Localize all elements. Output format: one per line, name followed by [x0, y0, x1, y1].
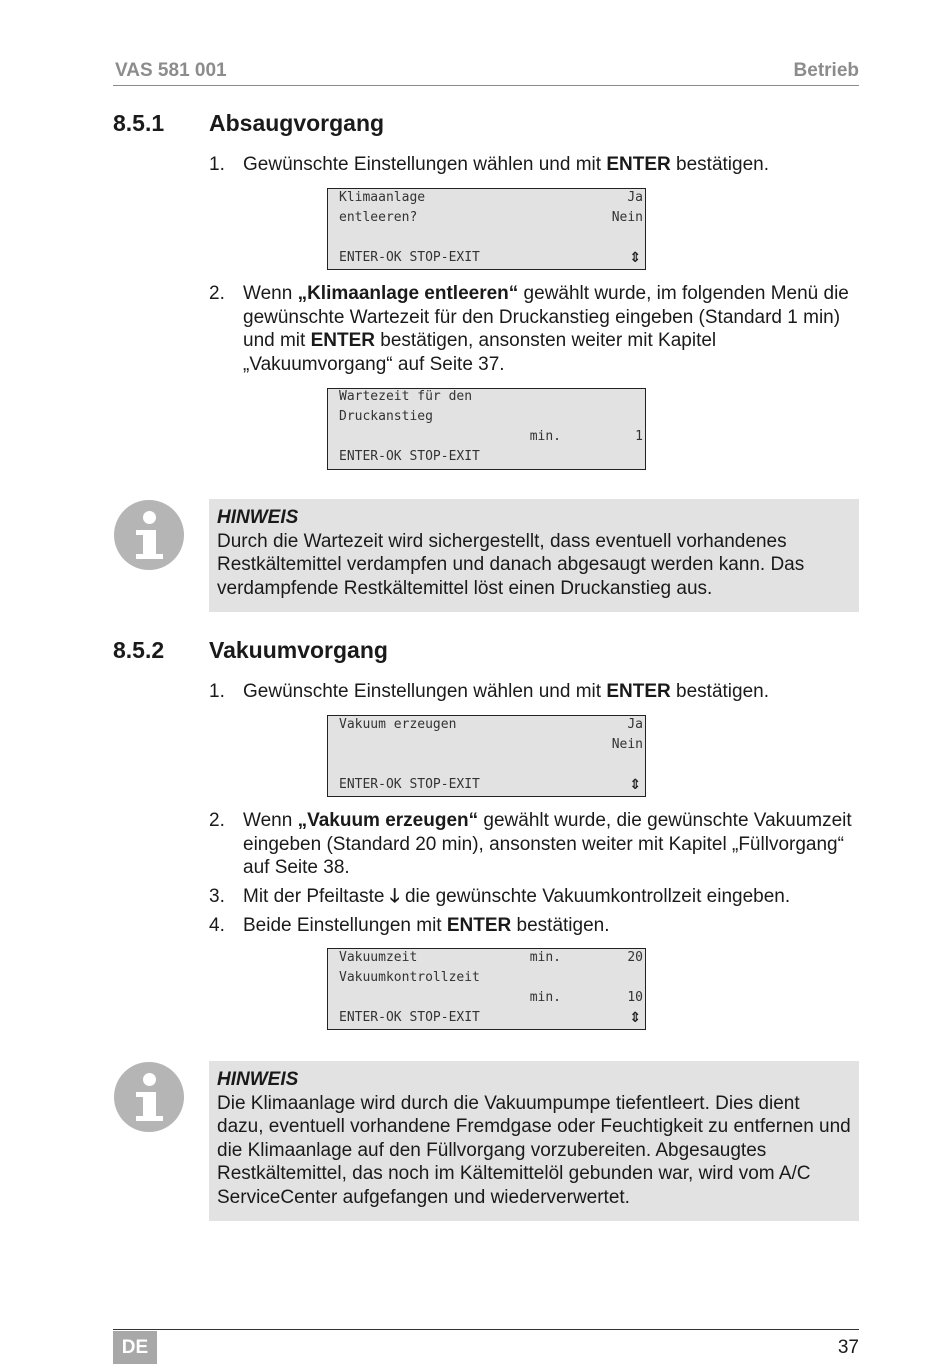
section-heading-vakuumvorgang [113, 637, 388, 664]
step-menu-name: „Klimaanlage entleeren“ [297, 283, 519, 304]
step-key: ENTER [606, 154, 671, 175]
step-key: ENTER [446, 915, 512, 936]
step-text: Beide Einstellungen mit [243, 915, 447, 936]
step-number: 4. [209, 915, 225, 936]
lcd-unit: min. [529, 950, 561, 965]
step-text: gewählt wurde, die gewünschte Vakuumzeit eingeben (Standard 20 min), ansonsten weiter mit Kapitel „Füllvorgang“ auf Seite 38. [243, 810, 852, 878]
step-key: ENTER [606, 681, 671, 702]
lcd-display-vakuum-erzeugen [327, 715, 646, 797]
step-number: 1. [209, 154, 225, 175]
step-text: Gewünschte Einstellungen wählen und mit [243, 681, 607, 702]
up-down-arrow-icon: ⇕ [629, 1010, 641, 1026]
note-text: Die Klimaanlage wird durch die Vakuumpumpe tiefentleert. Dies dient dazu, eventuell vorhandene Fremdgase oder Feuchtigkeit zu entfernen und die Klimaanlage auf den Füllvorgang vorzubereiten. Abgesaugtes Restkältemittel, das noch im Kältemittelöl gebunden war, wird vom A/C ServiceCenter aufgefangen und wiederverwertet. [217, 1092, 851, 1208]
section-number: 8.5.1 [113, 110, 165, 136]
lcd-option-nein: Nein [611, 737, 643, 752]
info-icon [114, 500, 184, 570]
lcd-line: Wartezeit für den [339, 389, 473, 404]
header-chapter: Betrieb [793, 60, 859, 81]
section-heading-absaugvorgang [113, 110, 384, 137]
step-item [209, 680, 859, 704]
step-item [209, 885, 859, 909]
note-title: HINWEIS [217, 1069, 299, 1090]
lcd-value: 10 [627, 990, 643, 1005]
step-number: 3. [209, 886, 225, 907]
note-text: Durch die Wartezeit wird sichergestellt, dass eventuell vorhandenes Restkältemittel verdampfen und danach abgesaugt werden kann. Das verdampfende Restkältemittel löst einen Druckanstieg aus. [217, 530, 805, 599]
note-box [209, 1061, 859, 1221]
step-number: 1. [209, 681, 225, 702]
lcd-value: 1 [635, 429, 643, 444]
note-title: HINWEIS [217, 507, 299, 528]
lcd-line: Druckanstieg [339, 409, 433, 424]
step-key: ENTER [310, 330, 375, 351]
lcd-line: Klimaanlage [339, 190, 426, 205]
header-document-id: VAS 581 001 [115, 60, 227, 81]
step-text: bestätigen. [670, 154, 769, 175]
step-number: 2. [209, 283, 225, 304]
step-text: die gewünschte Vakuumkontrollzeit eingeben. [399, 886, 791, 907]
language-badge: DE [113, 1331, 157, 1364]
lcd-display-klimaanlage-entleeren [327, 188, 646, 270]
step-text: bestätigen, ansonsten weiter mit Kapitel „Vakuumvorgang“ auf Seite 37. [243, 330, 717, 375]
step-text: bestätigen. [670, 681, 769, 702]
step-item [209, 809, 859, 880]
lcd-value: 20 [627, 950, 643, 965]
lcd-line: Vakuumzeit [339, 950, 418, 965]
lcd-line: Vakuumkontrollzeit [339, 970, 480, 985]
lcd-line: ENTER-OK STOP-EXIT [339, 250, 480, 265]
lcd-option-ja: Ja [627, 190, 643, 205]
step-item [209, 282, 859, 376]
footer-rule [113, 1329, 859, 1330]
step-item [209, 153, 859, 177]
section-title: Vakuumvorgang [209, 637, 388, 663]
step-text: Wenn [243, 283, 298, 304]
lcd-line: entleeren? [339, 210, 418, 225]
lcd-display-vakuumzeit [327, 948, 646, 1030]
info-icon [114, 1062, 184, 1132]
step-menu-name: „Vakuum erzeugen“ [297, 810, 479, 831]
step-text: gewählt wurde, im folgenden Menü die gewünschte Wartezeit für den Druckanstieg eingeben (Standard 1 min) und mit [243, 283, 849, 351]
lcd-unit: min. [529, 990, 561, 1005]
lcd-line: ENTER-OK STOP-EXIT [339, 777, 480, 792]
up-down-arrow-icon: ⇕ [629, 777, 641, 793]
lcd-unit: min. [529, 429, 561, 444]
section-title: Absaugvorgang [209, 110, 385, 136]
header-rule [113, 85, 859, 86]
section-number: 8.5.2 [113, 637, 165, 663]
down-arrow-icon: 🡓 [389, 885, 400, 907]
lcd-line: ENTER-OK STOP-EXIT [339, 1010, 480, 1025]
page-number: 37 [837, 1337, 859, 1358]
lcd-line: ENTER-OK STOP-EXIT [339, 449, 480, 464]
step-item [209, 914, 859, 938]
step-text: Wenn [243, 810, 298, 831]
note-box [209, 499, 859, 612]
lcd-option-ja: Ja [627, 717, 643, 732]
step-text: bestätigen. [511, 915, 610, 936]
step-text: Gewünschte Einstellungen wählen und mit [243, 154, 607, 175]
lcd-line: Vakuum erzeugen [339, 717, 457, 732]
lcd-display-wartezeit [327, 388, 646, 470]
step-number: 2. [209, 810, 225, 831]
step-text: Mit der Pfeiltaste [243, 886, 390, 907]
up-down-arrow-icon: ⇕ [629, 250, 641, 266]
lcd-option-nein: Nein [611, 210, 643, 225]
